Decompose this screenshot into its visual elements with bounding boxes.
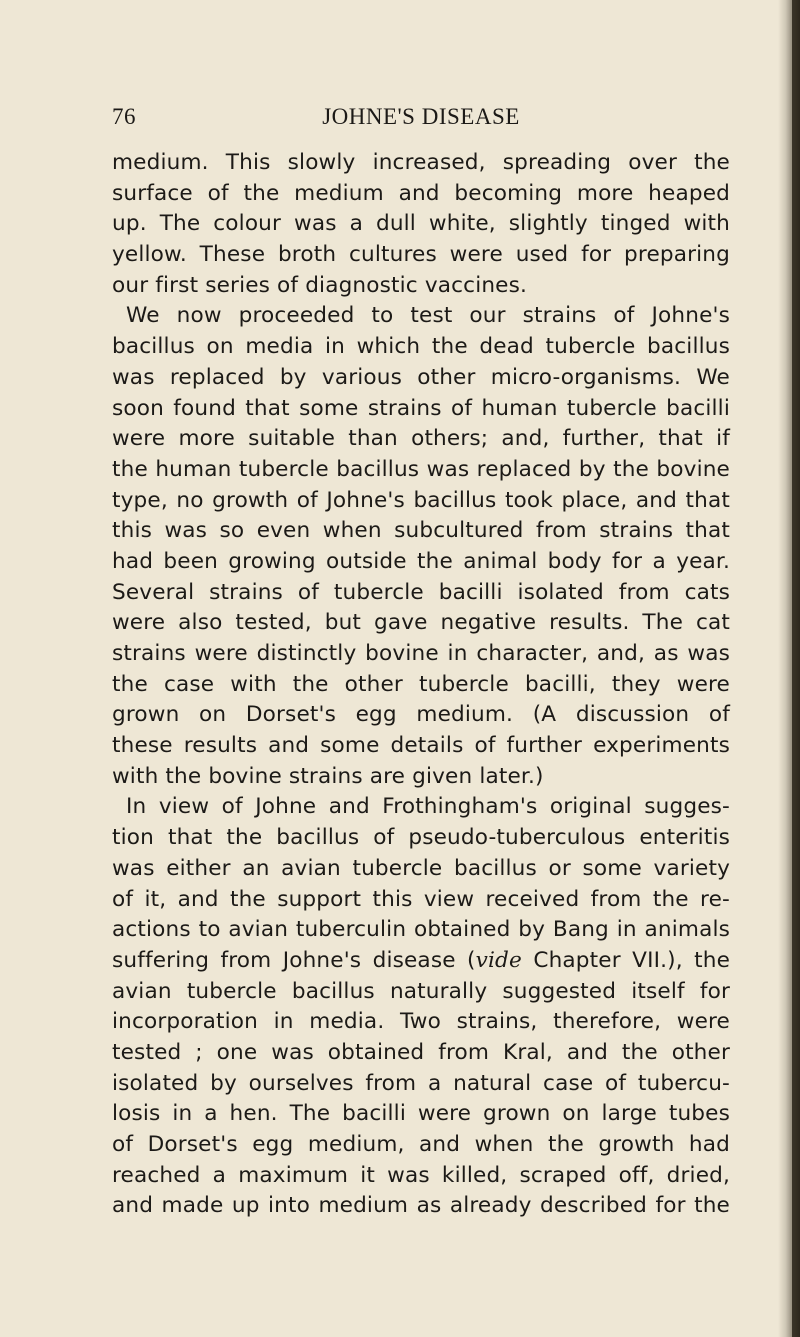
- text-line: up. The colour was a dull white, slightly tinged with: [112, 211, 730, 237]
- text-line: In view of Johne and Frothingham's original sugges-: [126, 794, 730, 820]
- text-line: isolated by ourselves from a natural case of tubercu-: [112, 1070, 730, 1096]
- text-line: was replaced by various other micro-organisms. We: [112, 364, 730, 390]
- text-line: tion that the bacillus of pseudo-tuberculous enteritis: [112, 825, 730, 851]
- text-line: and made up into medium as already described for the: [112, 1193, 730, 1219]
- italic-term: vide: [475, 947, 522, 973]
- text-line: surface of the medium and becoming more heaped: [112, 180, 730, 206]
- text-line: reached a maximum it was killed, scraped off, dried,: [112, 1162, 730, 1188]
- text-fragment: Chapter VII.), the: [521, 947, 731, 973]
- text-line: the human tubercle bacillus was replaced by the bovine: [112, 456, 730, 482]
- text-line: medium. This slowly increased, spreading over the: [112, 150, 730, 175]
- text-line: these results and some details of further experiments: [112, 733, 730, 759]
- running-head: JOHNE'S DISEASE: [322, 104, 520, 129]
- text-line: actions to avian tuberculin obtained by Bang in animals: [112, 917, 730, 943]
- text-line: were more suitable than others; and, further, that if: [112, 426, 730, 452]
- text-line: [112, 946, 730, 977]
- text-line: strains were distinctly bovine in character, and, as was: [112, 641, 730, 666]
- text-line: of it, and the support this view received from the re-: [112, 886, 730, 912]
- text-line: the case with the other tubercle bacilli, they were: [112, 671, 730, 697]
- text-line: We now proceeded to test our strains of Johne's: [126, 303, 730, 329]
- text-line: bacillus on media in which the dead tubercle bacillus: [112, 334, 730, 360]
- text-line: had been growing outside the animal body for a year.: [112, 548, 730, 574]
- text-line: our first series of diagnostic vaccines.: [112, 272, 528, 298]
- text-line: yellow. These broth cultures were used for preparing: [112, 242, 730, 268]
- text-fragment: suffering from Johne's disease (: [112, 947, 476, 973]
- page-header: [112, 104, 730, 138]
- text-line: with the bovine strains are given later.): [112, 763, 544, 789]
- text-line: of Dorset's egg medium, and when the growth had: [112, 1132, 730, 1157]
- body-text: [112, 148, 730, 1222]
- text-line: soon found that some strains of human tubercle bacilli: [112, 395, 730, 421]
- text-line: tested ; one was obtained from Kral, and the other: [112, 1039, 730, 1065]
- text-line: grown on Dorset's egg medium. (A discussion of: [112, 702, 730, 728]
- text-line: avian tubercle bacillus naturally suggested itself for: [112, 978, 730, 1004]
- text-line: was either an avian tubercle bacillus or some variety: [112, 855, 730, 881]
- page-binding-edge: [792, 0, 800, 1337]
- page-number: 76: [112, 104, 136, 129]
- text-line: losis in a hen. The bacilli were grown on large tubes: [112, 1101, 730, 1127]
- text-line: were also tested, but gave negative results. The cat: [112, 610, 730, 636]
- text-line: type, no growth of Johne's bacillus took place, and that: [112, 487, 730, 513]
- text-line: this was so even when subcultured from strains that: [112, 518, 730, 544]
- text-line: incorporation in media. Two strains, therefore, were: [112, 1009, 730, 1035]
- text-line: Several strains of tubercle bacilli isolated from cats: [112, 579, 730, 605]
